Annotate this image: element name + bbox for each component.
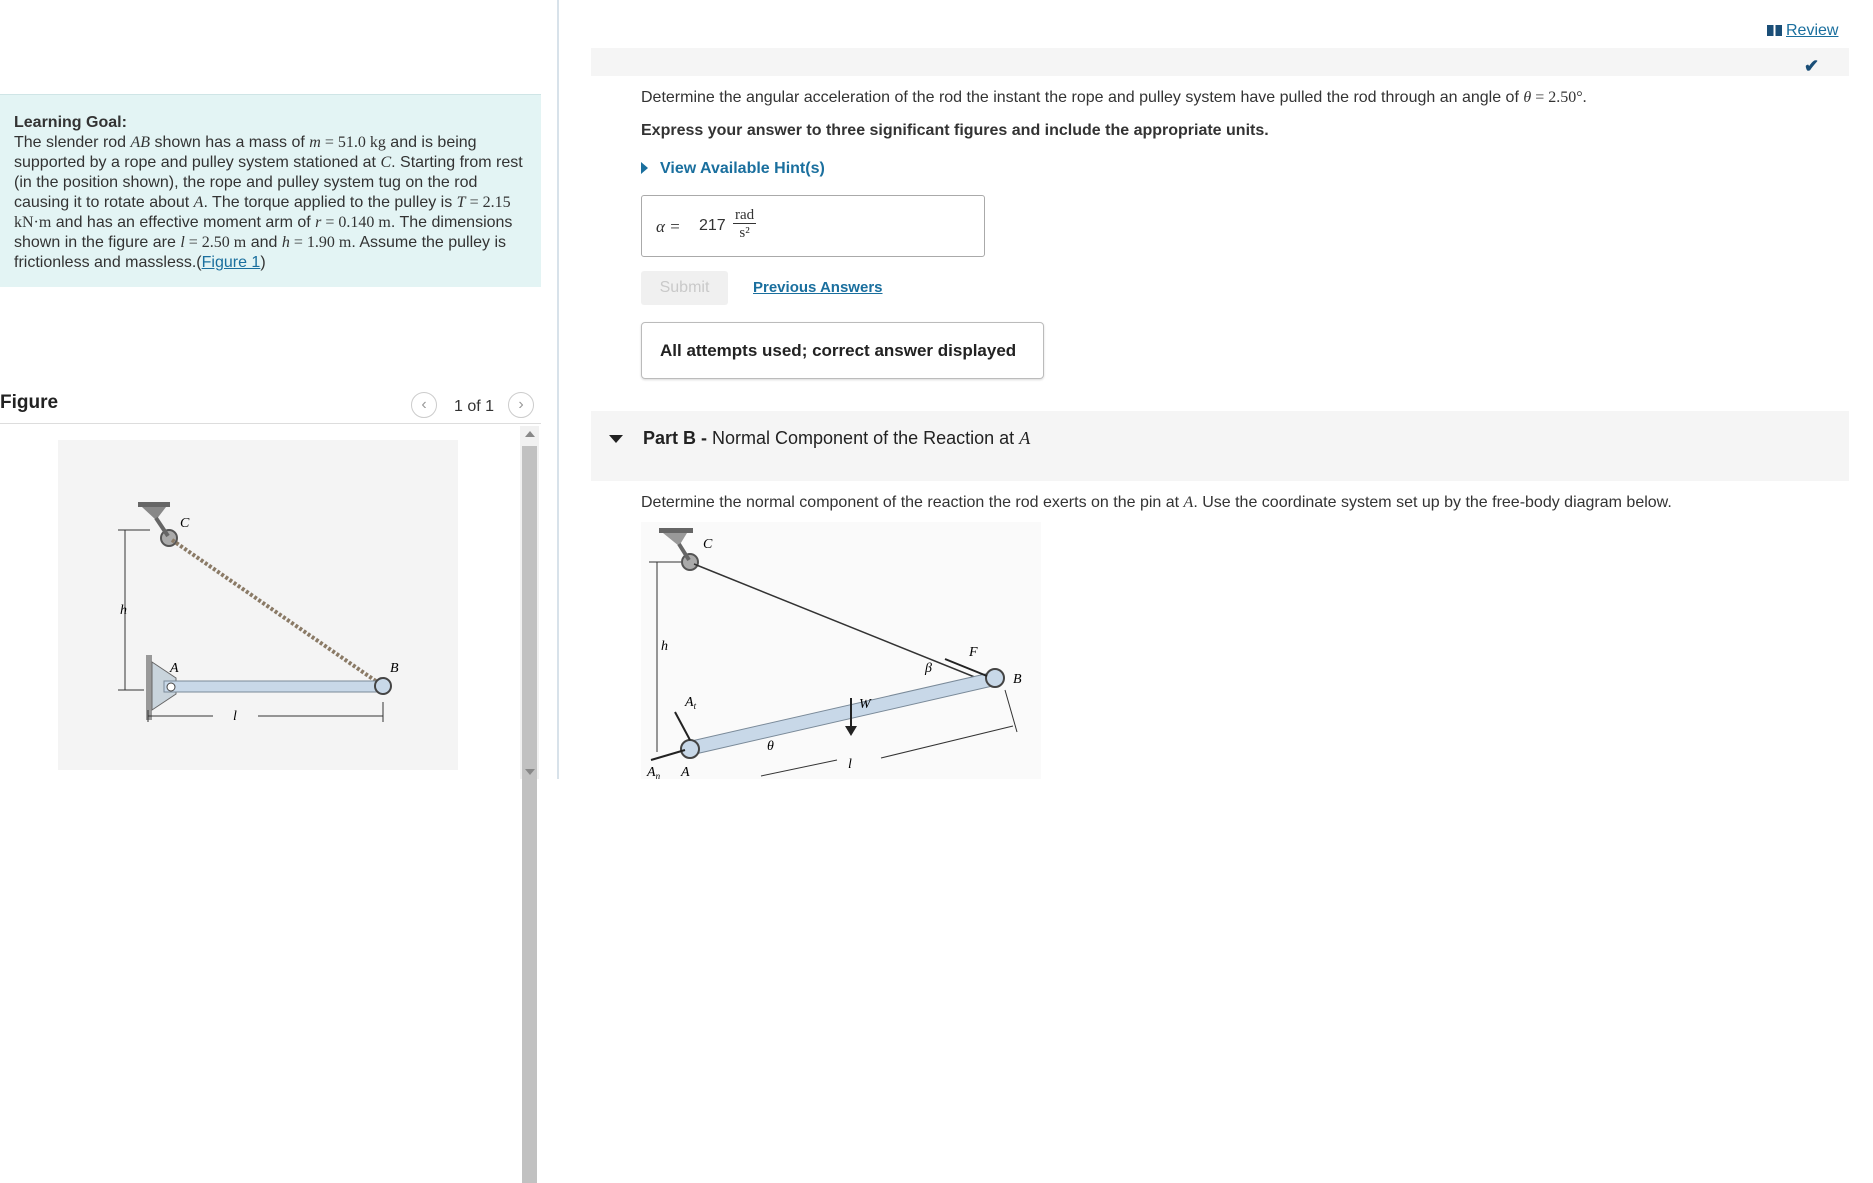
answer-value: 217	[699, 217, 726, 234]
answer-box[interactable]	[641, 195, 985, 257]
question-text: Determine the normal component of the reaction the rod exerts on the pin at	[641, 494, 1184, 511]
var-c: C	[380, 154, 392, 171]
free-body-diagram	[641, 522, 1041, 779]
learning-goal	[0, 94, 541, 287]
scroll-thumb[interactable]	[522, 446, 537, 1183]
var-theta: θ	[1523, 89, 1532, 106]
part-b-title[interactable]	[643, 428, 1030, 449]
label-c: C	[180, 516, 190, 531]
wall	[146, 655, 152, 720]
chevron-right-icon: ›	[518, 396, 524, 413]
figure-title: Figure	[0, 392, 59, 413]
caret-down-icon[interactable]	[609, 435, 623, 443]
val-t: = 2.15 kN·m	[14, 194, 511, 231]
book-icon	[1767, 25, 1782, 36]
pin-a	[167, 683, 175, 691]
goal-text: . Assume the pulley is frictionless and massless.(	[14, 234, 507, 271]
learning-goal-title: Learning Goal:	[14, 114, 127, 131]
dim-l-line-left	[761, 760, 837, 776]
pulley-bracket	[142, 507, 166, 520]
review-label: Review	[1786, 22, 1839, 39]
label-theta: θ	[767, 739, 774, 754]
figure-divider	[0, 423, 541, 424]
part-b-question	[641, 494, 1672, 512]
figure-image	[58, 440, 458, 770]
label-an	[646, 765, 661, 779]
label-l: l	[233, 709, 237, 724]
var-a: A	[193, 194, 204, 211]
ceiling-mount	[138, 502, 170, 507]
var-r: r	[315, 214, 322, 231]
label-c: C	[703, 537, 713, 552]
goal-text: . The dimensions shown in the figure are	[14, 214, 513, 251]
label-a: A	[170, 661, 179, 676]
figure-next-button[interactable]	[508, 392, 534, 418]
label-beta: β	[925, 661, 932, 676]
feedback-message: All attempts used; correct answer displayed	[641, 322, 1044, 379]
goal-text: and has an effective moment arm of	[51, 214, 316, 231]
label-w: W	[859, 697, 871, 712]
hints-label: View Available Hint(s)	[660, 160, 825, 177]
dim-l-line	[881, 726, 1013, 758]
val-l: = 2.50 m	[184, 234, 247, 251]
label-h: h	[120, 603, 127, 618]
scroll-up-icon[interactable]	[525, 431, 535, 437]
label-at	[684, 695, 697, 711]
goal-text: shown has a mass of	[150, 134, 310, 151]
fbd-figure	[641, 522, 1041, 779]
unit-denominator: s²	[739, 225, 750, 241]
problem-panel	[0, 0, 557, 779]
answer-unit	[733, 208, 756, 241]
label-a: A	[681, 765, 690, 779]
label-f: F	[969, 645, 978, 660]
label-at-sub: t	[693, 701, 697, 711]
label-b: B	[390, 661, 399, 676]
val-theta: = 2.50°.	[1531, 89, 1587, 106]
part-b-title-text: Normal Component of the Reaction at	[707, 428, 1020, 448]
ceiling-mount	[659, 528, 693, 533]
label-b: B	[1013, 672, 1022, 687]
review-link[interactable]	[1767, 22, 1838, 40]
label-an-main: A	[647, 765, 656, 779]
part-a-header[interactable]	[591, 48, 1849, 76]
pin-b	[375, 678, 391, 694]
var-h: h	[281, 234, 290, 251]
force-at-arrow	[675, 712, 690, 740]
rod-pulley-figure	[58, 440, 458, 770]
var-m: m	[309, 134, 321, 151]
val-h: = 1.90 m	[289, 234, 352, 251]
label-h: h	[661, 639, 668, 654]
goal-text: and	[246, 234, 282, 251]
val-m: = 51.0 kg	[320, 134, 386, 151]
goal-text: . Starting from rest (in the position shown), the rope and pulley system tug on the rod causing it to rotate about	[14, 154, 523, 211]
goal-text: The slender rod	[14, 134, 131, 151]
submit-button[interactable]: Submit	[641, 271, 728, 305]
goal-text: . The torque applied to the pulley is	[203, 194, 457, 211]
part-a-question	[641, 89, 1587, 107]
figure-prev-button[interactable]	[411, 392, 437, 418]
val-r: = 0.140 m	[321, 214, 391, 231]
rope-line	[694, 564, 987, 682]
goal-text: and is being supported by a rope and pulley system stationed at	[14, 134, 477, 171]
figure-pager: 1 of 1	[454, 398, 495, 415]
unit-numerator: rad	[735, 207, 755, 223]
var-l: l	[180, 234, 185, 251]
part-a-instruction: Express your answer to three significant figures and include the appropriate units.	[641, 122, 1269, 139]
question-text: . Use the coordinate system set up by the free-body diagram below.	[1193, 494, 1672, 511]
goal-text: )	[260, 254, 266, 271]
var-a: A	[1183, 494, 1194, 511]
checkmark-icon: ✔	[1804, 56, 1820, 76]
force-an-arrow	[651, 750, 685, 760]
pin-b	[986, 669, 1004, 687]
rod-ab	[687, 672, 997, 755]
previous-answers-link[interactable]: Previous Answers	[753, 279, 883, 296]
learning-goal-text	[14, 133, 527, 273]
dim-l-right	[1005, 690, 1017, 732]
question-text: Determine the angular acceleration of the rod the instant the rope and pulley system have pulled the rod through an angle of	[641, 89, 1524, 106]
label-an-sub: n	[655, 771, 661, 779]
pin-a	[681, 740, 699, 758]
part-b-label: Part B -	[643, 428, 708, 448]
pulley-bracket	[663, 533, 687, 546]
part-b-title-var: A	[1019, 428, 1031, 448]
rope	[172, 540, 383, 686]
rod-ab	[164, 681, 386, 692]
figure-scrollbar[interactable]	[520, 426, 539, 779]
panel-divider[interactable]	[557, 0, 559, 779]
label-l: l	[848, 757, 852, 772]
scroll-down-icon[interactable]	[525, 769, 535, 775]
figure-link[interactable]: Figure 1	[201, 254, 261, 271]
var-ab: AB	[130, 134, 151, 151]
answer-symbol: α =	[656, 217, 681, 236]
label-at-main: A	[685, 695, 694, 710]
weight-arrowhead	[845, 726, 857, 736]
figure-header	[0, 382, 541, 422]
hints-toggle[interactable]	[641, 160, 825, 178]
var-t: T	[456, 194, 466, 211]
caret-right-icon	[641, 162, 648, 174]
chevron-left-icon: ‹	[421, 396, 427, 413]
